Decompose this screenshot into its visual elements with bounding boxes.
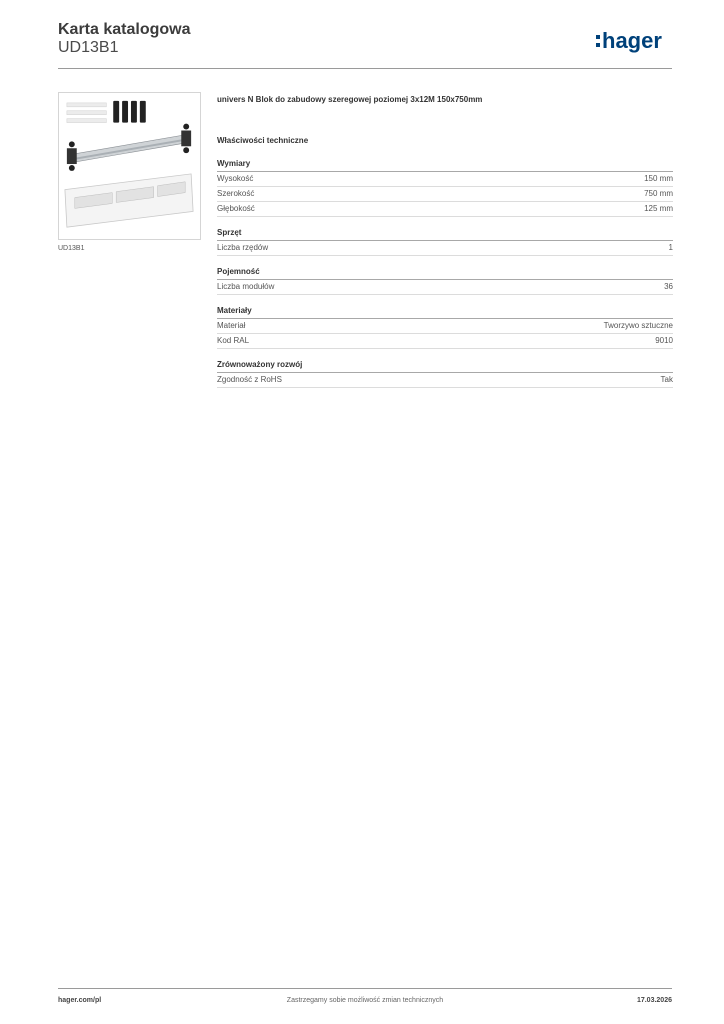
logo-wordmark: hager [602,28,662,53]
group-materials [217,306,673,349]
row-value: 125 mm [644,204,673,213]
document-title: Karta katalogowa [58,21,191,38]
group-title: Materiały [217,306,673,319]
table-row [217,241,673,256]
row-value: 150 mm [644,174,673,183]
section-title: Właściwości techniczne [217,136,309,145]
row-value: 1 [668,243,673,252]
footer-notice: Zastrzegamy sobie możliwość zmian technicznych [286,997,444,1004]
hager-logo [594,24,674,64]
row-label: Materiał [217,321,246,330]
table-row [217,373,673,388]
footer-divider [58,988,672,989]
row-value: Tak [660,375,673,384]
group-title: Sprzęt [217,228,673,241]
row-label: Liczba modułów [217,282,275,291]
table-row [217,280,673,295]
table-row [217,334,673,349]
row-label: Zgodność z RoHS [217,375,282,384]
header-divider [58,68,672,69]
row-value: 750 mm [644,189,673,198]
table-row [217,187,673,202]
row-label: Kod RAL [217,336,250,345]
row-value: Tworzywo sztuczne [603,321,673,330]
header [58,21,190,57]
footer-date: 17.03.2026 [636,997,672,1004]
table-row [217,319,673,334]
group-title: Wymiary [217,159,673,172]
product-code: UD13B1 [58,39,119,56]
group-capacity [217,267,673,295]
table-row [217,202,673,217]
technical-content [217,95,673,399]
image-caption: UD13B1 [58,245,85,252]
group-title: Zrównoważony rozwój [217,360,673,373]
row-label: Liczba rzędów [217,243,269,252]
group-dimensions [217,159,673,217]
row-label: Wysokość [217,174,254,183]
row-value: 36 [664,282,673,291]
product-name: univers N Blok do zabudowy szeregowej poziomej 3x12M 150x750mm [217,95,483,104]
row-label: Głębokość [217,204,255,213]
row-label: Szerokość [217,189,255,198]
row-value: 9010 [655,336,673,345]
group-equipment [217,228,673,256]
footer-website-link[interactable]: hager.com/pl [58,997,102,1004]
group-title: Pojemność [217,267,673,280]
product-image [58,92,201,240]
table-row [217,172,673,187]
group-sustainability [217,360,673,388]
